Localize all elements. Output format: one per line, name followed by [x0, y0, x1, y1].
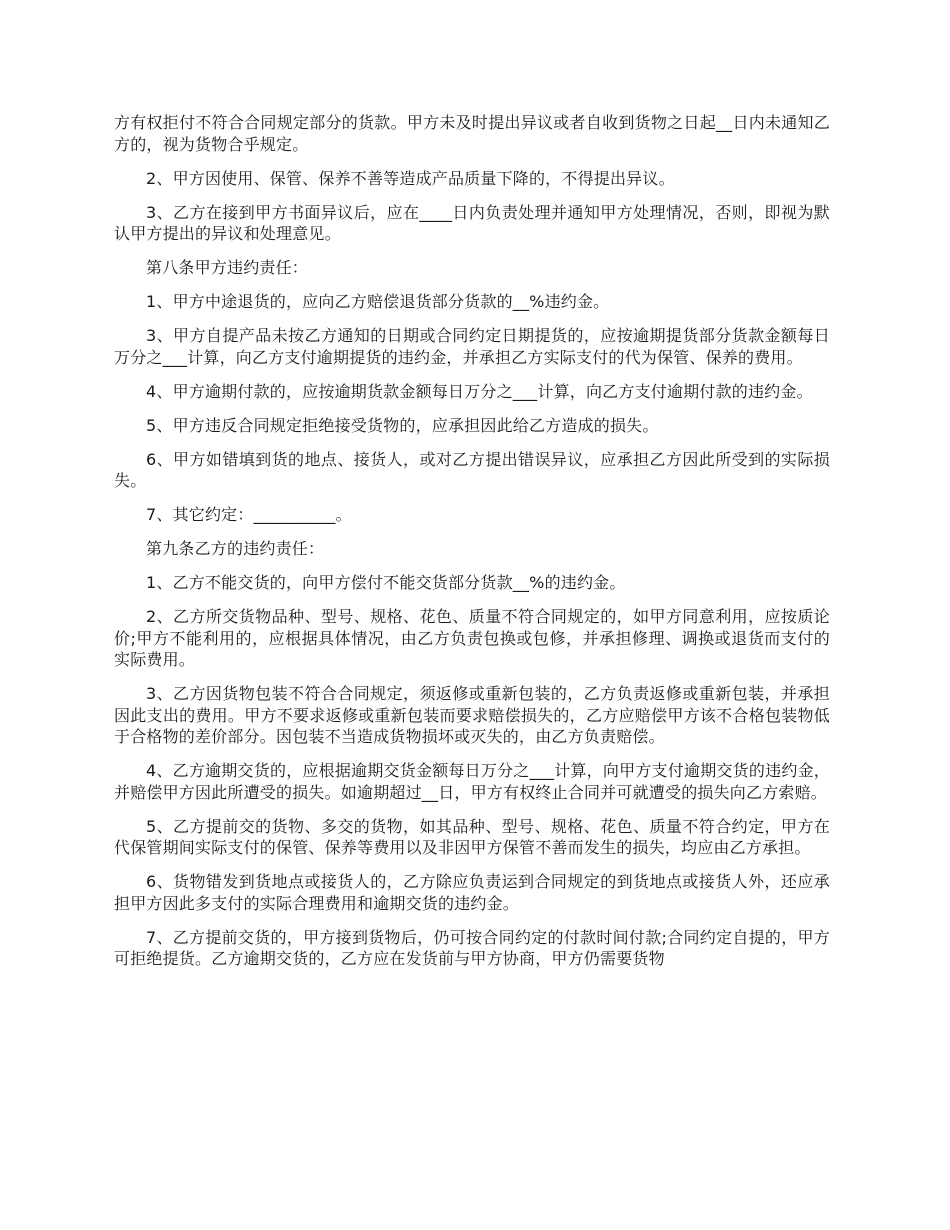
paragraph: 5、甲方违反合同规定拒绝接受货物的，应承担因此给乙方造成的损失。	[146, 415, 659, 435]
paragraph: 1、乙方不能交货的，向甲方偿付不能交货部分货款__%的违约金。	[146, 573, 626, 592]
paragraph: 2、甲方因使用、保管、保养不善等造成产品质量下降的，不得提出异议。	[146, 168, 675, 188]
paragraph: 5、乙方提前交的货物、多交的货物，如其品种、型号、规格、花色、质量不符合约定，甲方在代保管期间实际支付的保管、保养等费用以及非因甲方保管不善而发生的损失，均应由乙方承担。	[114, 816, 830, 857]
paragraph: 4、乙方逾期交货的，应根据逾期交货金额每日万分之___计算，向甲方支付逾期交货的违约金，并赔偿甲方因此所遭受的损失。如逾期超过__日，甲方有权终止合同并可就遭受的损失向乙方索赔。	[114, 761, 830, 802]
section-heading-article-9: 第九条乙方的违约责任：	[146, 539, 325, 558]
paragraph: 4、甲方逾期付款的，应按逾期货款金额每日万分之___计算，向乙方支付逾期付款的违约金。	[146, 381, 813, 401]
paragraph: 3、乙方在接到甲方书面异议后，应在____日内负责处理并通知甲方处理情况，否则，即视为默认甲方提出的异议和处理意见。	[114, 202, 830, 243]
document-body	[114, 112, 830, 982]
paragraph: 方有权拒付不符合合同规定部分的货款。甲方未及时提出异议或者自收到货物之日起__日内未通知乙方的，视为货物合乎规定。	[114, 113, 830, 154]
paragraph: 7、其它约定：__________。	[146, 505, 352, 524]
section-heading-article-8: 第八条甲方违约责任：	[146, 258, 309, 277]
paragraph: 3、乙方因货物包装不符合合同规定，须返修或重新包装的，乙方负责返修或重新包装，并承担因此支出的费用。甲方不要求返修或重新包装而要求赔偿损失的，乙方应赔偿甲方该不合格包装物低于合格物的差价部分。因包装不当造成货物损坏或灭失的，由乙方负责赔偿。	[114, 684, 830, 746]
paragraph: 3、甲方自提产品未按乙方通知的日期或合同约定日期提货的，应按逾期提货部分货款金额每日万分之___计算，向乙方支付逾期提货的违约金，并承担乙方实际支付的代为保管、保养的费用。	[114, 326, 830, 367]
paragraph: 1、甲方中途退货的，应向乙方赔偿退货部分货款的__%违约金。	[146, 292, 610, 311]
paragraph: 6、甲方如错填到货的地点、接货人，或对乙方提出错误异议，应承担乙方因此所受到的实际损失。	[114, 449, 830, 490]
paragraph: 2、乙方所交货物品种、型号、规格、花色、质量不符合同规定的，如甲方同意利用，应按质论价;甲方不能利用的，应根据具体情况，由乙方负责包换或包修，并承担修理、调换或退货而支付的实际费用。	[114, 607, 830, 669]
paragraph: 7、乙方提前交货的，甲方接到货物后，仍可按合同约定的付款时间付款;合同约定自提的，甲方可拒绝提货。乙方逾期交货的，乙方应在发货前与甲方协商，甲方仍需要货物	[114, 927, 830, 968]
paragraph: 6、货物错发到货地点或接货人的，乙方除应负责运到合同规定的到货地点或接货人外，还应承担甲方因此多支付的实际合理费用和逾期交货的违约金。	[114, 872, 830, 913]
